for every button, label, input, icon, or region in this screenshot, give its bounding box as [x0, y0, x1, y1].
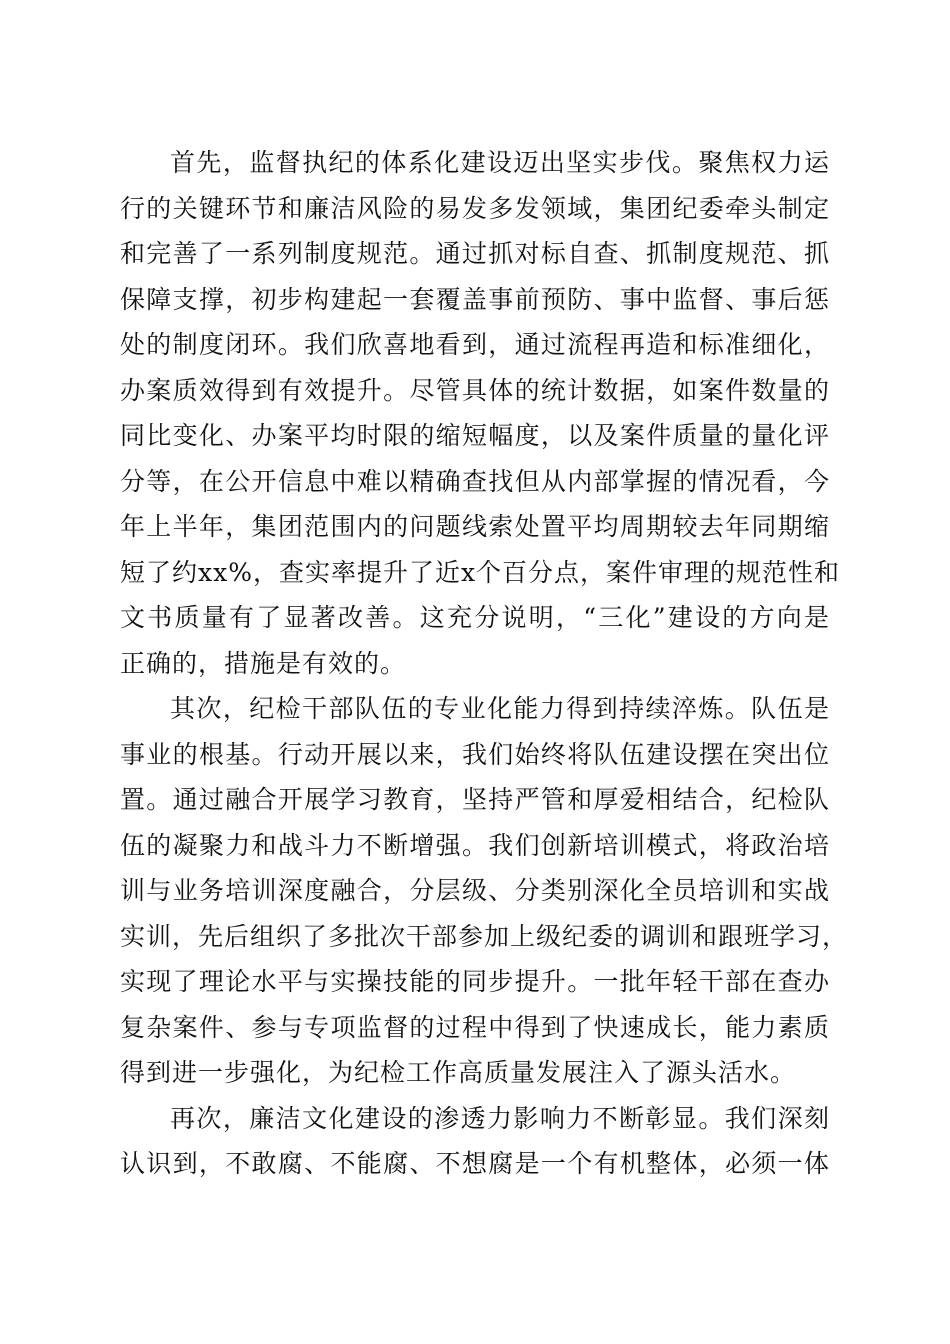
document-page — [120, 140, 849, 1187]
text-line: 年上半年，集团范围内的问题线索处置平均周期较去年同期缩 — [120, 512, 830, 541]
text-line: 短了约xx%，查实率提升了近x个百分点，案件审理的规范性和 — [120, 557, 841, 587]
text-line: 得到进一步强化，为纪检工作高质量发展注入了源头活水。 — [120, 1058, 797, 1087]
text-line: 文书质量有了显著改善。这充分说明，“三化”建设的方向是 — [120, 603, 830, 632]
text-line: 伍的凝聚力和战斗力不断增强。我们创新培训模式，将政治培 — [120, 830, 830, 860]
text-line: 处的制度闭环。我们欣喜地看到，通过流程再造和标准细化， — [120, 330, 830, 359]
text-line: 和完善了一系列制度规范。通过抓对标自查、抓制度规范、抓 — [120, 239, 830, 268]
text-line: 分等，在公开信息中难以精确查找但从内部掌握的情况看，今 — [120, 466, 830, 496]
text-line: 同比变化、办案平均时限的缩短幅度，以及案件质量的量化评 — [120, 421, 830, 450]
text-line: 事业的根基。行动开展以来，我们始终将队伍建设摆在突出位 — [120, 739, 830, 769]
text-line: 认识到，不敢腐、不能腐、不想腐是一个有机整体，必须一体 — [120, 1149, 830, 1178]
text-line: 再次，廉洁文化建设的渗透力影响力不断彰显。我们深刻 — [170, 1103, 830, 1133]
text-line: 行的关键环节和廉洁风险的易发多发领域，集团纪委牵头制定 — [120, 193, 830, 223]
text-line: 实现了理论水平与实操技能的同步提升。一批年轻干部在查办 — [120, 967, 830, 996]
text-line: 其次，纪检干部队伍的专业化能力得到持续淬炼。队伍是 — [170, 694, 830, 723]
text-line: 办案质效得到有效提升。尽管具体的统计数据，如案件数量的 — [120, 375, 830, 405]
text-line: 首先，监督执纪的体系化建设迈出坚实步伐。聚焦权力运 — [170, 148, 830, 177]
text-line: 置。通过融合开展学习教育，坚持严管和厚爱相结合，纪检队 — [120, 785, 830, 814]
paragraph-supervision-system — [120, 140, 841, 686]
text-line: 保障支撑，初步构建起一套覆盖事前预防、事中监督、事后惩 — [120, 284, 830, 314]
paragraph-team-building — [120, 686, 849, 1096]
text-line: 正确的，措施是有效的。 — [120, 648, 407, 678]
text-line: 复杂案件、参与专项监督的过程中得到了快速成长，能力素质 — [120, 1012, 830, 1042]
paragraph-integrity-culture — [120, 1096, 830, 1187]
text-line: 训与业务培训深度融合，分层级、分类别深化全员培训和实战 — [120, 876, 830, 905]
text-line: 实训，先后组织了多批次干部参加上级纪委的调训和跟班学习， — [120, 921, 849, 951]
